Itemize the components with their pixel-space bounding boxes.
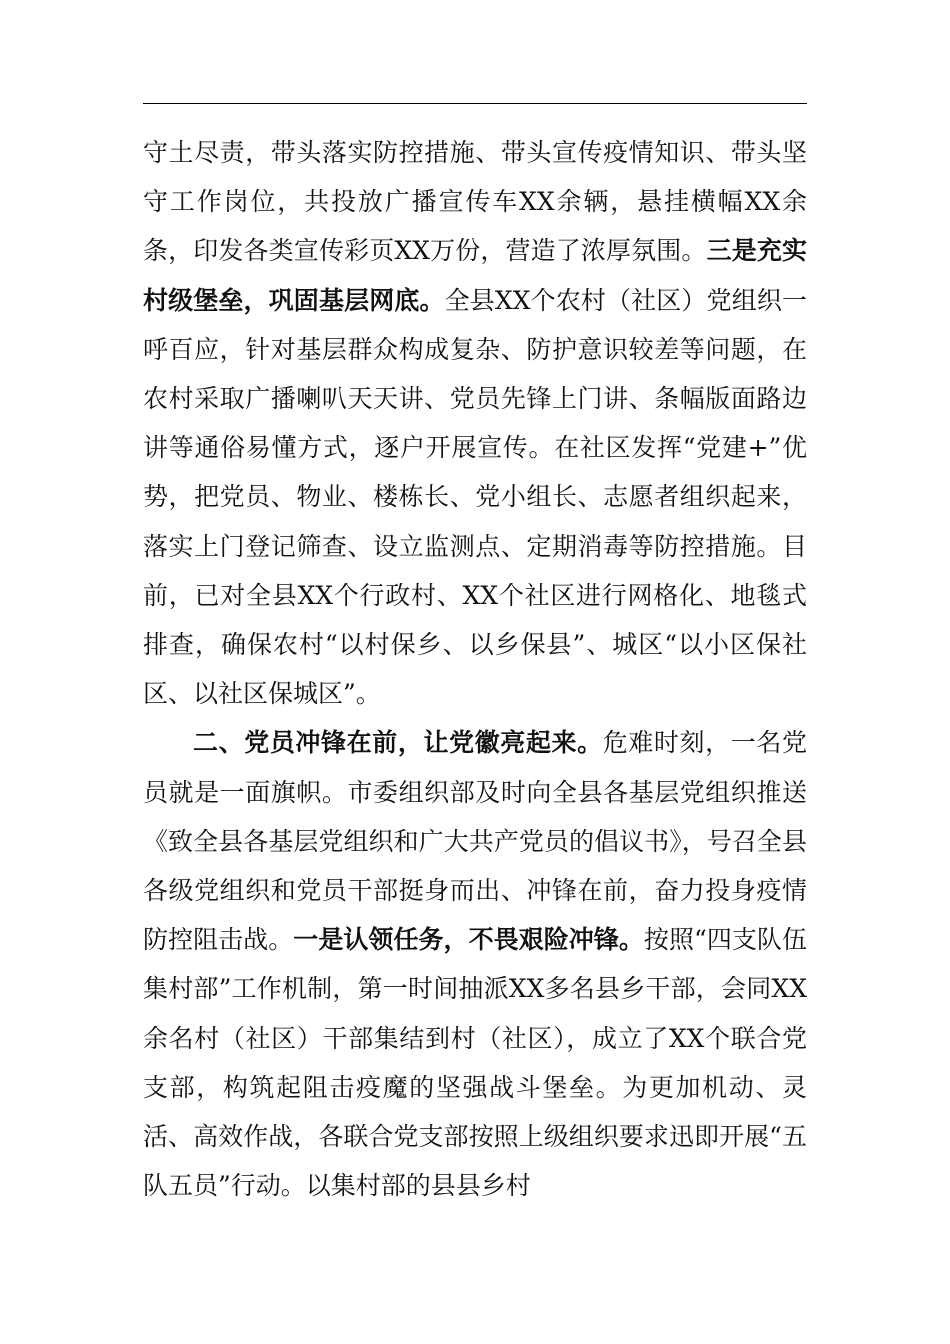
bold-point-one: 一是认领任务，不畏艰险冲锋。 (293, 925, 644, 955)
paragraph-text: 危难时刻，一名党员就是一面旗帜。市委组织部及时向全县各基层党组织推送《致全县各基层党组织和广大共产党员的倡议书》，号召全县各级党组织和党员干部挺身而出、冲锋在前，奋力投身疫情防控阻击战。 (143, 728, 807, 955)
header-rule (143, 103, 807, 104)
document-body (143, 128, 807, 1210)
paragraph-text: 按照“四支队伍集村部”工作机制，第一时间抽派XX多名县乡干部，会同XX余名村（社区）干部集结到村（社区），成立了XX个联合党支部，构筑起阻击疫魔的坚强战斗堡垒。为更加机动、灵活、高效作战，各联合党支部按照上级组织要求迅即开展“五队五员”行动。以集村部的县县乡村 (143, 925, 807, 1201)
paragraph-text: 守土尽责，带头落实防控措施、带头宣传疫情知识、带头坚守工作岗位，共投放广播宣传车XX余辆，悬挂横幅XX余条，印发各类宣传彩页XX万份，营造了浓厚氛围。 (143, 138, 807, 266)
paragraph-continuation (143, 128, 807, 718)
paragraph-section-two (143, 718, 807, 1210)
section-heading: 二、党员冲锋在前，让党徽亮起来。 (193, 728, 603, 758)
paragraph-text: 全县XX个农村（社区）党组织一呼百应，针对基层群众构成复杂、防护意识较差等问题，在农村采取广播喇叭天天讲、党员先锋上门讲、条幅版面路边讲等通俗易懂方式，逐户开展宣传。在社区发挥“党建+”优势，把党员、物业、楼栋长、党小组长、志愿者组织起来，落实上门登记筛查、设立监测点、定期消毒等防控措施。目前，已对全县XX个行政村、XX个社区进行网格化、地毯式排查，确保农村“以村保乡、以乡保县”、城区“以小区保社区、以社区保城区”。 (143, 285, 807, 709)
bold-point-three: 三是充实村级堡垒，巩固基层网底。 (143, 236, 807, 315)
